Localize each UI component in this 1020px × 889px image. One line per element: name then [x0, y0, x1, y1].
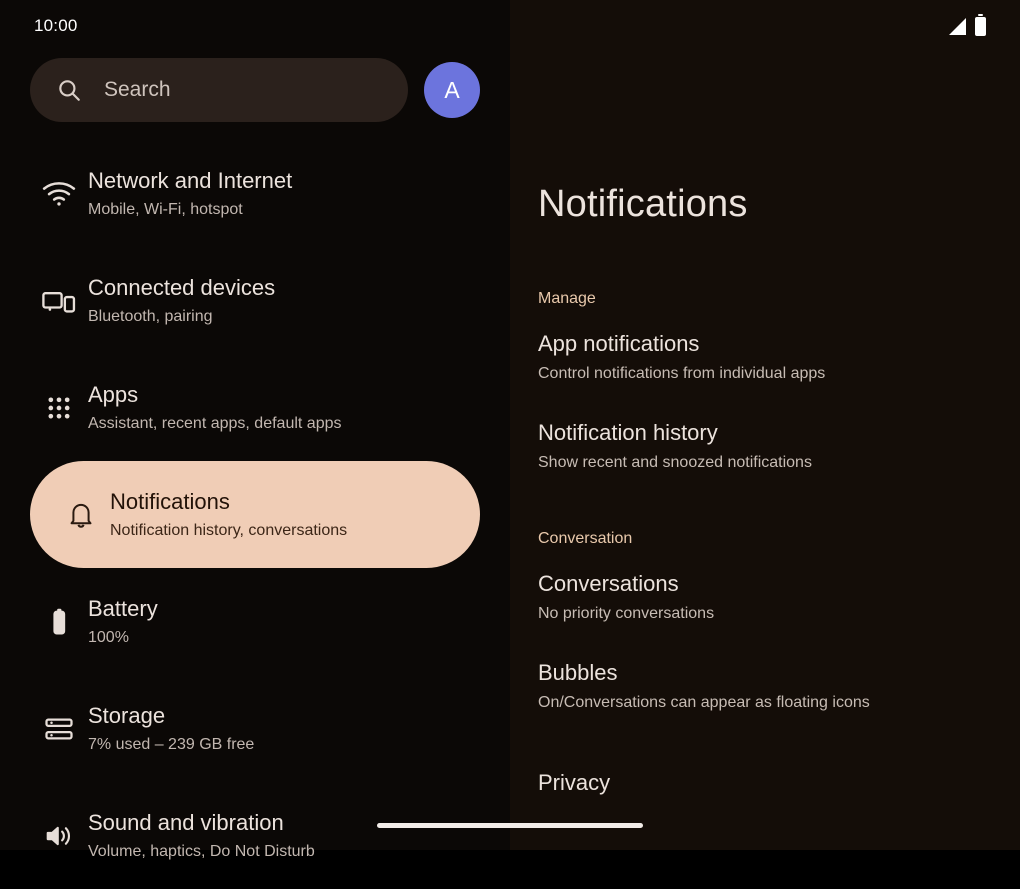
sidebar-item-text	[88, 595, 158, 649]
section-header-manage: Manage	[538, 290, 596, 307]
avatar-initial: A	[444, 76, 460, 103]
section-header-privacy: Privacy	[538, 770, 611, 795]
search-input[interactable]	[30, 58, 408, 122]
detail-item-summary: On/Conversations can appear as floating icons	[538, 694, 870, 711]
search-row	[0, 58, 510, 122]
sidebar-item-apps[interactable]	[0, 354, 510, 461]
section-spacer	[538, 748, 1000, 770]
connected-devices-icon	[30, 288, 88, 314]
sidebar-item-notifications[interactable]	[30, 461, 480, 568]
detail-item-summary: Control notifications from individual apps	[538, 365, 826, 382]
page-title: Notifications	[538, 183, 748, 225]
sidebar-item-battery[interactable]	[0, 568, 510, 675]
sidebar-item-label: Connected devices	[88, 274, 276, 300]
storage-icon	[30, 716, 88, 742]
detail-item-label: Conversations	[538, 571, 679, 596]
sidebar-item-text	[110, 488, 347, 542]
sidebar-item-sound-and-vibration[interactable]	[0, 782, 510, 889]
status-time: 10:00	[34, 16, 78, 35]
sidebar-item-label: Network and Internet	[88, 167, 293, 193]
sidebar-item-storage[interactable]	[0, 675, 510, 782]
section-header-conversation: Conversation	[538, 530, 633, 547]
sidebar-item-summary: 7% used – 239 GB free	[88, 735, 255, 753]
battery-icon	[975, 17, 986, 36]
settings-sidebar	[0, 0, 510, 860]
sidebar-list	[0, 140, 510, 860]
detail-item-bubbles[interactable]	[538, 659, 1000, 714]
sidebar-item-text	[88, 274, 275, 328]
bell-icon	[52, 501, 110, 529]
detail-item-conversations[interactable]	[538, 570, 1000, 625]
home-indicator[interactable]	[377, 823, 643, 828]
section-spacer	[538, 508, 1000, 530]
sidebar-item-label: Sound and vibration	[88, 809, 284, 835]
status-bar	[0, 0, 1020, 52]
sidebar-item-label: Battery	[88, 595, 158, 621]
sidebar-item-summary: Mobile, Wi-Fi, hotspot	[88, 200, 243, 218]
sidebar-item-text	[88, 167, 292, 221]
sidebar-item-label: Apps	[88, 381, 139, 407]
search-placeholder: Search	[104, 78, 171, 101]
sidebar-item-network-and-internet[interactable]	[0, 140, 510, 247]
apps-grid-icon	[30, 394, 88, 422]
signal-icon	[949, 18, 966, 35]
sidebar-item-summary: Bluetooth, pairing	[88, 307, 213, 325]
detail-item-summary: No priority conversations	[538, 605, 715, 622]
detail-item-summary: Show recent and snoozed notifications	[538, 454, 812, 471]
search-icon	[56, 77, 82, 103]
detail-item-label: Notification history	[538, 420, 718, 445]
sidebar-item-text	[88, 381, 341, 435]
battery-icon	[30, 607, 88, 637]
sidebar-item-summary: 100%	[88, 628, 129, 646]
sidebar-item-text	[88, 809, 315, 863]
detail-item-label: Bubbles	[538, 660, 618, 685]
detail-item-notification-history[interactable]	[538, 419, 1000, 474]
volume-icon	[30, 823, 88, 849]
sidebar-item-text	[88, 702, 254, 756]
sidebar-item-summary: Assistant, recent apps, default apps	[88, 414, 342, 432]
detail-item-app-notifications[interactable]	[538, 330, 1000, 385]
wifi-icon	[30, 181, 88, 207]
detail-item-label: App notifications	[538, 331, 700, 356]
sidebar-item-connected-devices[interactable]	[0, 247, 510, 354]
detail-content	[538, 290, 1000, 818]
sidebar-item-summary: Notification history, conversations	[110, 521, 348, 539]
avatar[interactable]	[424, 62, 480, 118]
sidebar-item-summary: Volume, haptics, Do Not Disturb	[88, 842, 315, 860]
sidebar-item-label: Storage	[88, 702, 166, 728]
sidebar-item-label: Notifications	[110, 488, 230, 514]
status-icons	[949, 17, 986, 36]
